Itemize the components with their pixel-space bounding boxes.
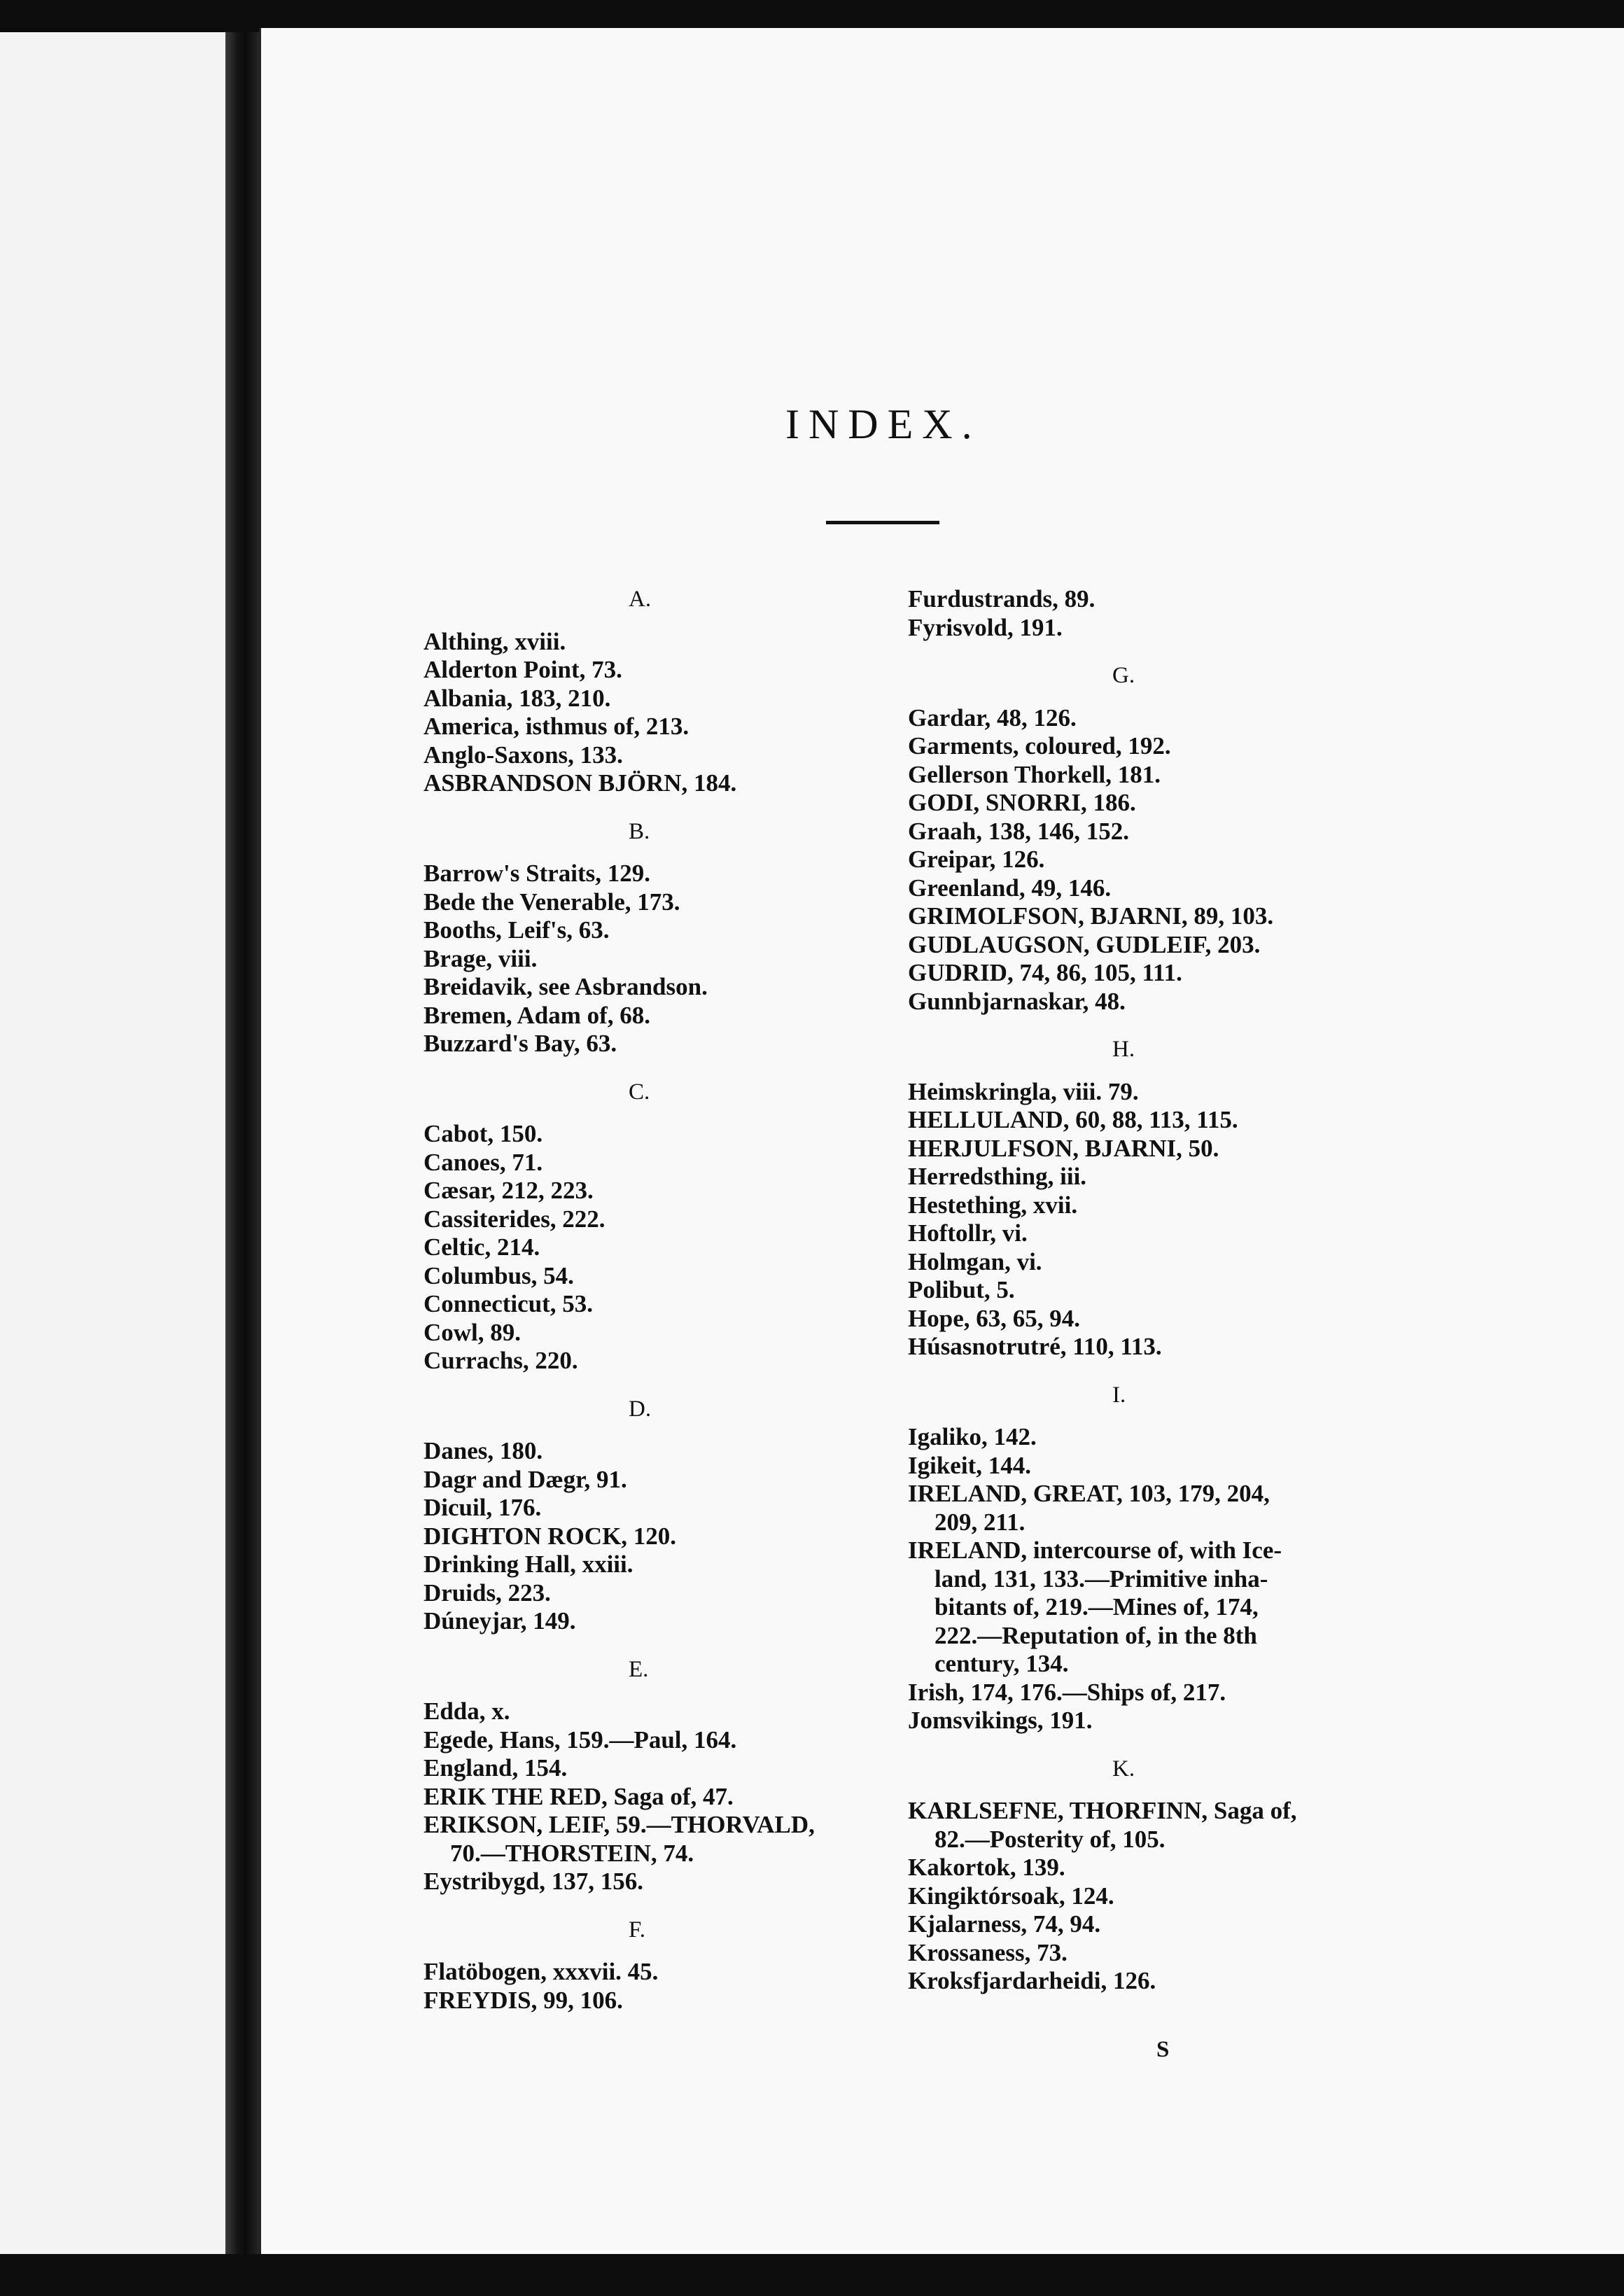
index-entry: Egede, Hans, 159.—Paul, 164. (424, 1726, 737, 1754)
index-entry: Eystribygd, 137, 156. (424, 1868, 644, 1895)
index-entry: Drinking Hall, xxiii. (424, 1550, 634, 1578)
section-letter: A. (629, 587, 652, 612)
index-entry: Anglo-Saxons, 133. (424, 741, 623, 769)
index-entry: DIGHTON ROCK, 120. (424, 1522, 677, 1550)
index-entry: Krossaness, 73. (908, 1938, 1068, 1966)
index-entry: Flatöbogen, xxxvii. 45. (424, 1958, 659, 1985)
index-entry: Canoes, 71. (424, 1148, 543, 1176)
index-column-left (424, 585, 899, 2015)
index-entry: Gardar, 48, 126. (908, 704, 1077, 732)
index-entry: Polibut, 5. (908, 1276, 1015, 1303)
section-letter: C. (629, 1079, 650, 1105)
index-entry: Druids, 223. (424, 1578, 551, 1606)
index-entry-continuation: 222.—Reputation of, in the 8th (934, 1621, 1257, 1649)
index-entry: Kakortok, 139. (908, 1854, 1065, 1881)
index-entry: Igaliko, 142. (908, 1423, 1037, 1450)
index-entry: GRIMOLFSON, BJARNI, 89, 103. (908, 902, 1274, 930)
index-entry: Bremen, Adam of, 68. (424, 1001, 651, 1029)
index-entry: Breidavik, see Asbrandson. (424, 973, 708, 1000)
index-column-right (908, 585, 1370, 1996)
index-entry: GODI, SNORRI, 186. (908, 789, 1136, 816)
index-entry: Buzzard's Bay, 63. (424, 1030, 617, 1057)
index-entry: Bede the Venerable, 173. (424, 888, 680, 916)
index-entry-continuation: century, 134. (934, 1650, 1069, 1677)
left-page-edge (0, 32, 227, 2254)
index-entry: FREYDIS, 99, 106. (424, 1986, 623, 2014)
index-entry: Gellerson Thorkell, 181. (908, 760, 1161, 788)
index-entry-continuation: 70.—THORSTEIN, 74. (450, 1839, 694, 1867)
index-entry: Hoftollr, vi. (908, 1219, 1028, 1247)
index-entry: Hestething, xvii. (908, 1191, 1078, 1219)
index-entry-continuation: bitants of, 219.—Mines of, 174, (934, 1593, 1259, 1620)
index-entry: Greenland, 49, 146. (908, 874, 1112, 902)
index-entry: Kroksfjardarheidi, 126. (908, 1967, 1156, 1994)
index-entry: Jomsvikings, 191. (908, 1707, 1093, 1734)
index-entry: Celtic, 214. (424, 1233, 540, 1261)
index-entry: Albania, 183, 210. (424, 684, 611, 712)
index-entry: Dagr and Dægr, 91. (424, 1465, 627, 1493)
index-entry: Greipar, 126. (908, 846, 1045, 873)
index-entry: Dúneyjar, 149. (424, 1607, 576, 1634)
index-entry: Hope, 63, 65, 94. (908, 1304, 1080, 1332)
section-letter: D. (629, 1396, 652, 1422)
index-entry: Holmgan, vi. (908, 1247, 1042, 1275)
index-entry: Garments, coloured, 192. (908, 732, 1171, 760)
index-entry: Althing, xviii. (424, 627, 566, 655)
index-entry: Barrow's Straits, 129. (424, 860, 651, 887)
section-letter: G. (1112, 663, 1135, 688)
index-entry: Gunnbjarnaskar, 48. (908, 987, 1126, 1015)
index-entry-continuation: 209, 211. (934, 1508, 1026, 1536)
index-entry: Edda, x. (424, 1698, 510, 1725)
section-letter: B. (629, 818, 650, 844)
index-entry: Fyrisvold, 191. (908, 613, 1063, 641)
index-entry: IRELAND, GREAT, 103, 179, 204, (908, 1480, 1270, 1507)
index-entry: Columbus, 54. (424, 1261, 574, 1289)
index-entry: Herredsthing, iii. (908, 1163, 1087, 1190)
index-entry: Cassiterides, 222. (424, 1205, 606, 1233)
section-letter: I. (1112, 1382, 1126, 1408)
index-entry: England, 154. (424, 1754, 568, 1782)
index-entry: Cæsar, 212, 223. (424, 1177, 594, 1204)
book-binding (225, 32, 259, 2254)
index-entry: Cabot, 150. (424, 1120, 543, 1147)
index-entry: Dicuil, 176. (424, 1494, 542, 1521)
section-letter: K. (1112, 1756, 1135, 1782)
index-entry: GUDLAUGSON, GUDLEIF, 203. (908, 930, 1261, 958)
section-letter: F. (629, 1917, 645, 1942)
index-entry: ERIKSON, LEIF, 59.—THORVALD, (424, 1811, 815, 1838)
index-entry: KARLSEFNE, THORFINN, Saga of, (908, 1797, 1297, 1824)
index-entry: Alderton Point, 73. (424, 656, 622, 683)
index-entry: Cowl, 89. (424, 1318, 522, 1346)
section-letter: E. (629, 1656, 649, 1682)
index-entry: IRELAND, intercourse of, with Ice- (908, 1536, 1282, 1564)
index-entry: Húsasnotrutré, 110, 113. (908, 1333, 1162, 1360)
index-entry: ASBRANDSON BJÖRN, 184. (424, 769, 737, 797)
index-entry: Booths, Leif's, 63. (424, 916, 610, 944)
index-entry: Kingiktórsoak, 124. (908, 1882, 1114, 1910)
index-entry: Connecticut, 53. (424, 1290, 594, 1317)
section-letter: H. (1112, 1037, 1135, 1062)
index-entry: HELLULAND, 60, 88, 113, 115. (908, 1106, 1238, 1133)
page-title: INDEX. (785, 401, 981, 447)
index-entry: GUDRID, 74, 86, 105, 111. (908, 959, 1182, 986)
index-entry: Irish, 174, 176.—Ships of, 217. (908, 1678, 1226, 1706)
title-rule (826, 521, 939, 524)
index-entry-continuation: 82.—Posterity of, 105. (934, 1825, 1166, 1853)
index-entry: Brage, viii. (424, 944, 538, 972)
signature-mark: S (1156, 2037, 1170, 2062)
index-entry: Currachs, 220. (424, 1347, 578, 1374)
index-entry: Kjalarness, 74, 94. (908, 1910, 1101, 1938)
index-entry-continuation: land, 131, 133.—Primitive inha- (934, 1564, 1268, 1592)
index-entry: HERJULFSON, BJARNI, 50. (908, 1134, 1219, 1162)
index-entry: Heimskringla, viii. 79. (908, 1077, 1139, 1105)
index-entry: ERIK THE RED, Saga of, 47. (424, 1782, 734, 1810)
index-entry: America, isthmus of, 213. (424, 713, 690, 740)
index-entry: Furdustrands, 89. (908, 585, 1096, 612)
index-entry: Graah, 138, 146, 152. (908, 817, 1129, 845)
index-entry: Igikeit, 144. (908, 1451, 1031, 1479)
index-entry: Danes, 180. (424, 1437, 543, 1464)
